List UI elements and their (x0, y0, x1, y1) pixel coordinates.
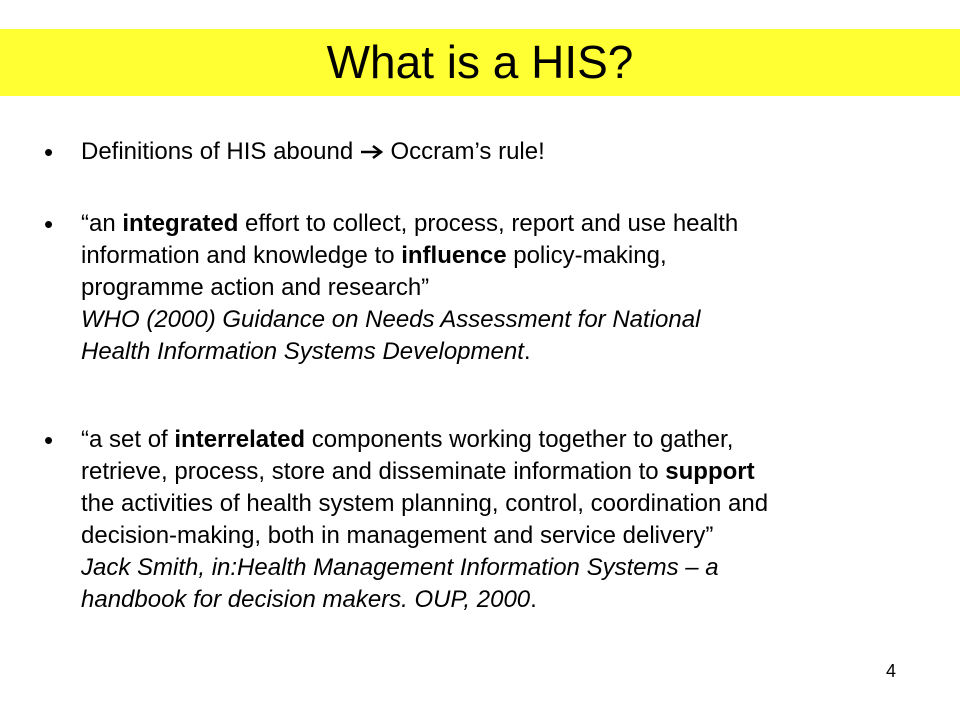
bullet-line (81, 456, 921, 488)
bullet-body (81, 208, 921, 368)
bullet-body (81, 424, 921, 616)
bullet-text: Definitions of HIS abound (81, 138, 360, 165)
citation-period: . (530, 586, 537, 613)
bullet-line (81, 272, 921, 304)
bullet-text: information and knowledge to (81, 242, 402, 269)
bullet-text: “an (81, 210, 123, 237)
citation-line (81, 584, 921, 616)
bullet-text: retrieve, process, store and disseminate information to (81, 458, 666, 485)
bullet-text: Occram’s rule! (390, 138, 545, 165)
citation-text: Jack Smith, in:Health Management Information Systems – a (81, 554, 719, 581)
slide-number: 4 (886, 661, 897, 681)
bullet-text: effort to collect, process, report and use health (238, 210, 739, 237)
citation-text: handbook for decision makers. OUP, 2000 (81, 586, 531, 613)
citation-period: . (523, 338, 531, 365)
emphasis-text: interrelated (174, 426, 306, 453)
citation-line (81, 304, 921, 336)
emphasis-text: support (665, 458, 755, 485)
citation-line (81, 336, 921, 368)
bullet-text: decision-making, both in management and service delivery” (81, 522, 714, 549)
bullet-line (81, 424, 921, 456)
citation-text: WHO (2000) Guidance on Needs Assessment for National (81, 306, 701, 333)
emphasis-text: influence (401, 242, 507, 269)
citation-line (81, 552, 921, 584)
bullet-text: programme action and research” (81, 274, 430, 301)
slide-title: What is a HIS? (326, 36, 634, 88)
bullet-text: policy-making, (506, 242, 667, 269)
citation-text: Health Information Systems Development (81, 338, 524, 365)
bullet-text: components working together to gather, (305, 426, 734, 453)
bullet-dot-icon: • (44, 425, 54, 455)
right-arrow-icon (360, 136, 384, 168)
bullet-text: the activities of health system planning, control, coordination and (81, 490, 769, 517)
bullet-line (81, 240, 921, 272)
bullet-line (81, 208, 921, 240)
bullet-body (81, 136, 921, 168)
bullet-line (81, 136, 921, 168)
bullet-dot-icon: • (44, 209, 54, 239)
emphasis-text: integrated (122, 210, 239, 237)
bullet-dot-icon: • (44, 137, 54, 167)
bullet-line (81, 520, 921, 552)
bullet-text: “a set of (81, 426, 175, 453)
bullet-line (81, 488, 921, 520)
